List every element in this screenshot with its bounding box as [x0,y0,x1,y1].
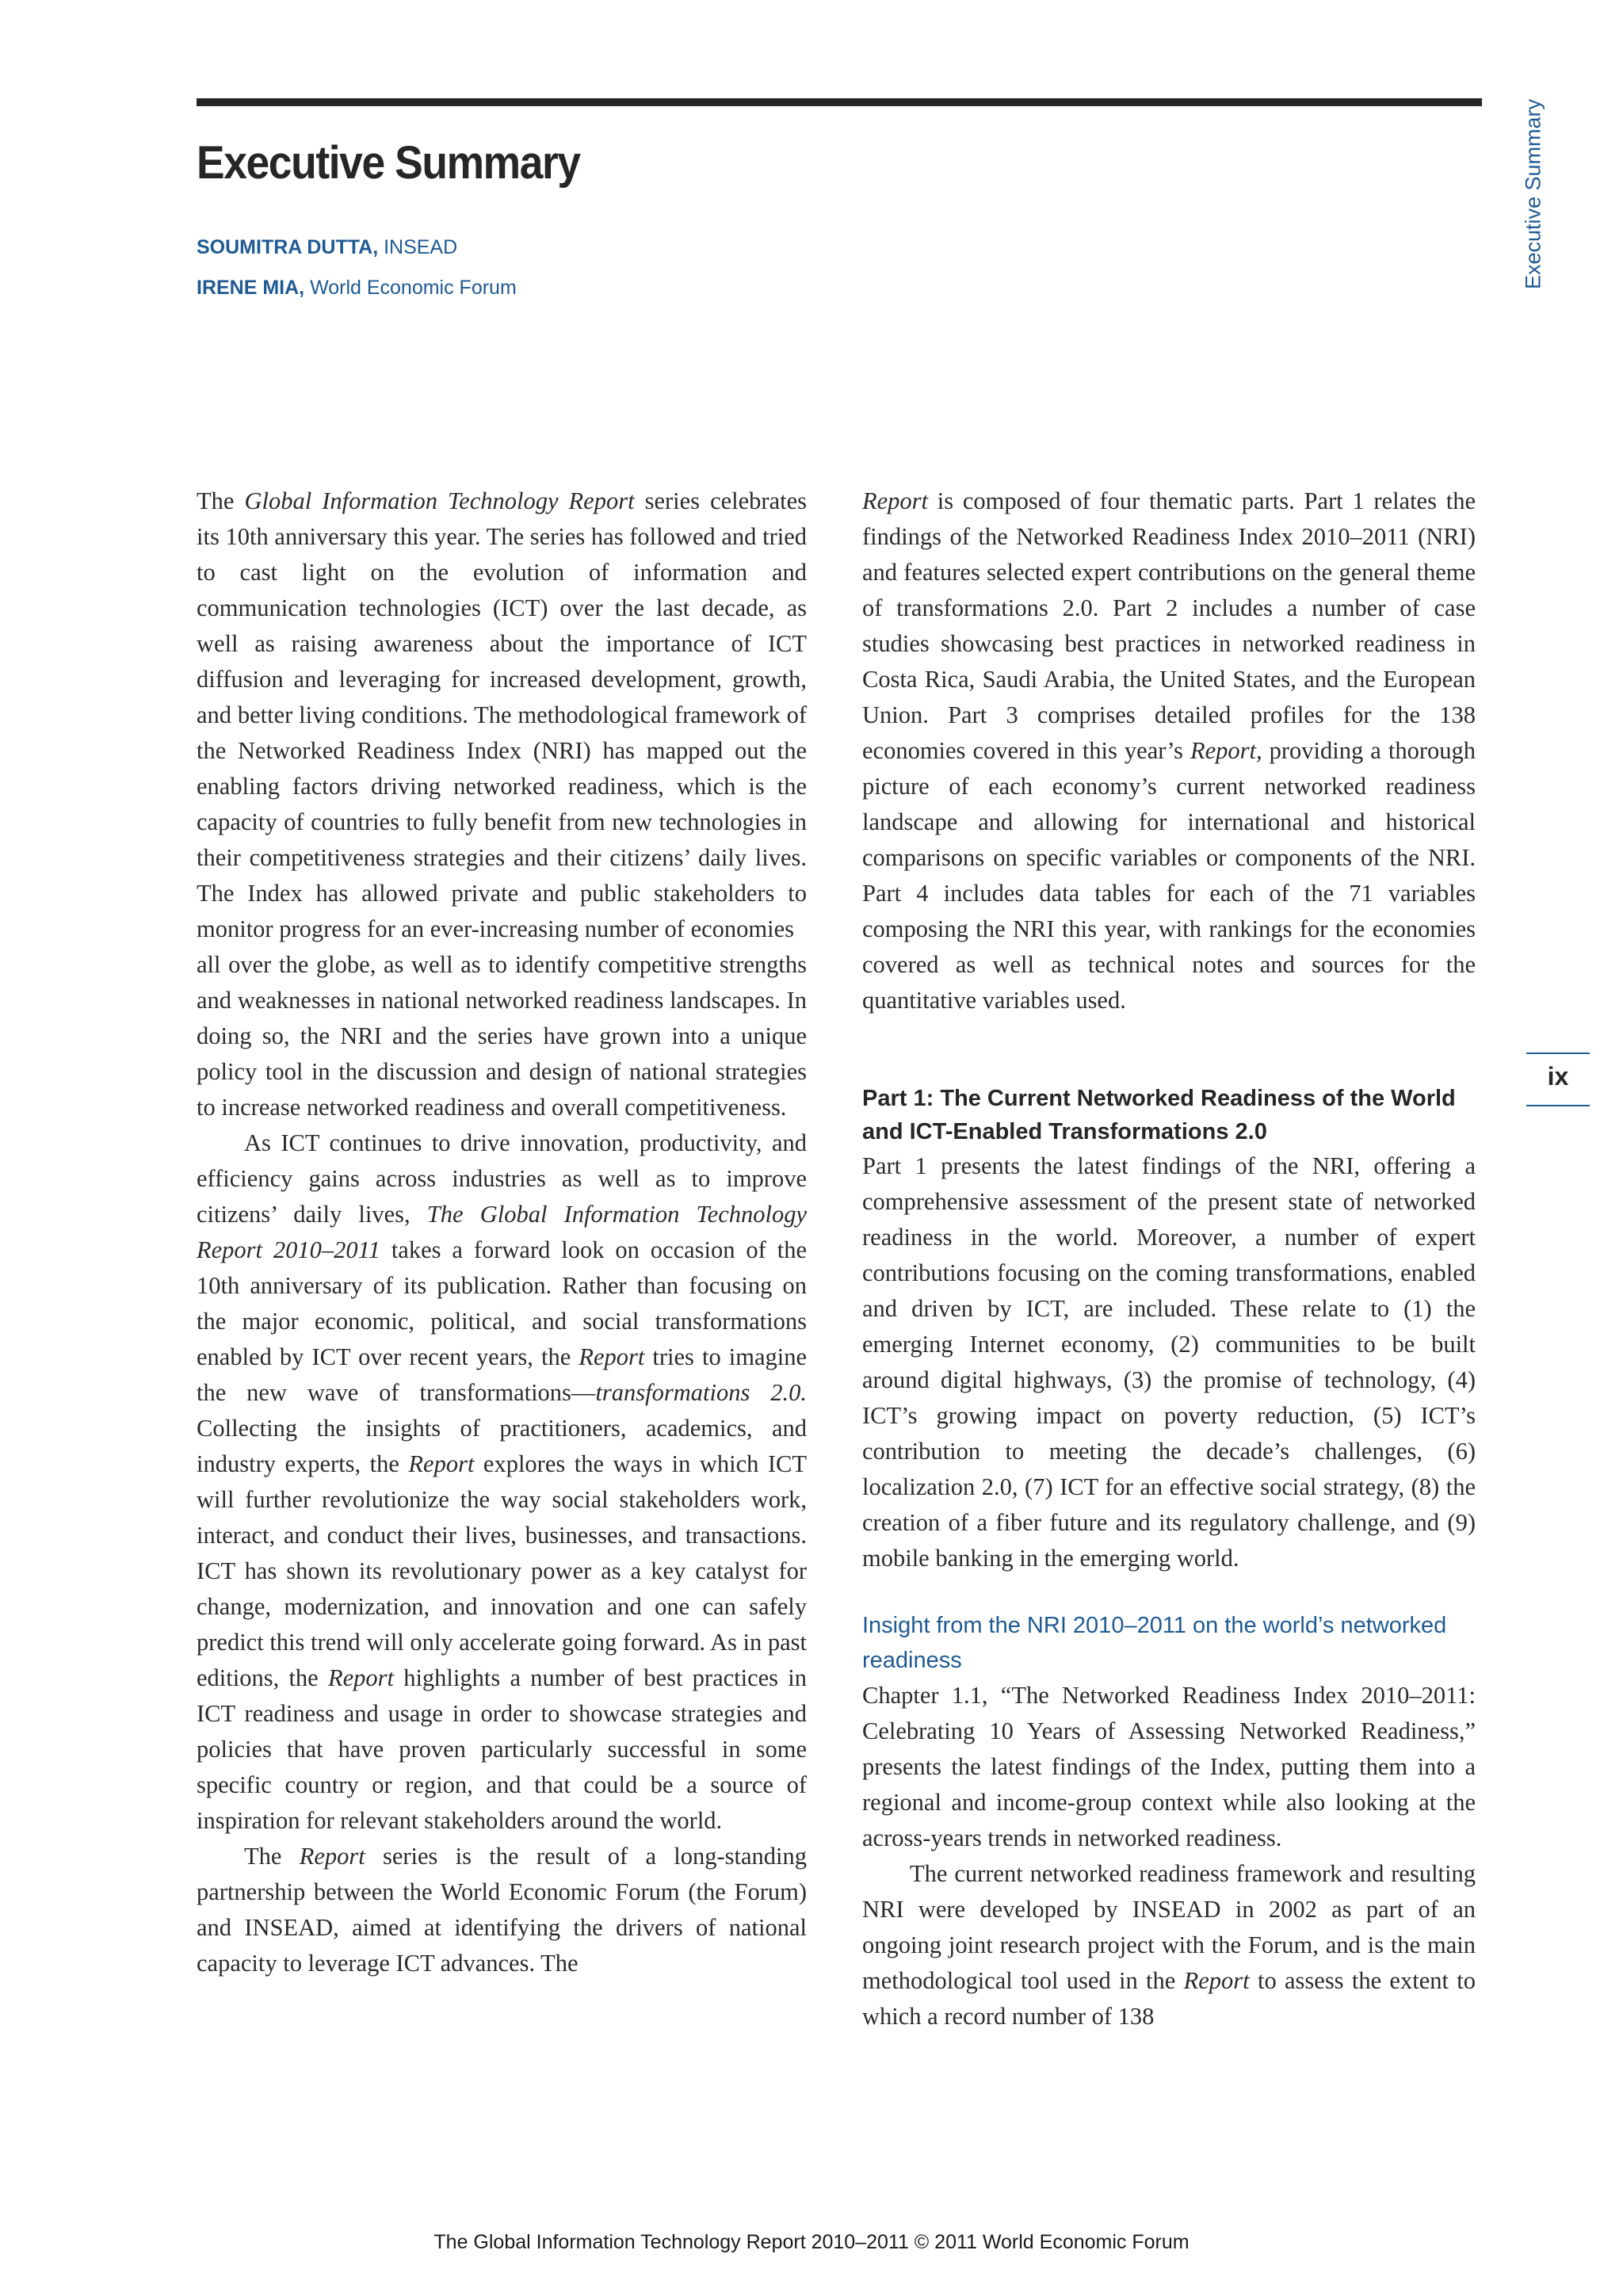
paragraph-structure: Report is composed of four thematic parts. Part 1 relates the findings of the Networked Readiness Index 2010–2011 (NRI) and features selected expert contributions on the general theme of transformations 2.0. Part 2 includes a number of case studies showcasing best practices in networked readiness in Costa Rica, Saudi Arabia, the United States, and the European Union. Part 3 comprises detailed profiles for the 138 economies covered in this year’s Report, providing a thorough picture of each economy’s current networked readiness landscape and allowing for international and historical comparisons on specific variables or components of the NRI. Part 4 includes data tables for each of the 71 variables composing the NRI this year, with rankings for the economies covered as well as technical notes and sources for the quantitative variables used. [862,487,1476,1014]
top-rule [197,98,1482,106]
side-tab-label: Executive Summary [1521,98,1545,290]
paragraph-partnership: The Report series is the result of a long-standing partnership between the World Economic Forum (the Forum) and INSEAD, aimed at identifying the drivers of national capacity to leverage ICT advances. The [197,1843,807,1977]
page-title: Executive Summary [197,137,580,189]
author-line-1 [197,236,457,259]
author-line-2 [197,277,517,300]
section-side-tab [1510,95,1557,293]
page-number-rule-top [1526,1052,1590,1054]
right-column [862,483,1476,2034]
paragraph-framework: The current networked readiness framework and resulting NRI were developed by INSEAD in 2002 as part of an ongoing joint research project with the Forum, and is the main methodological tool used in the Report to assess the extent to which a record number of 138 [862,1860,1476,2030]
subheading-insight: Insight from the NRI 2010–2011 on the world’s networked readiness [862,1613,1447,1673]
paragraph-chapter: Chapter 1.1, “The Networked Readiness Index 2010–2011: Celebrating 10 Years of Assessing Networked Readiness,” presents the latest findings of the Index, putting them into a regional and income-group context while also looking at the across-years trends in networked readiness. [862,1682,1476,1851]
author-affiliation: World Economic Forum [304,277,517,299]
page-number: ix [1547,1062,1569,1091]
left-column [197,483,807,1981]
paragraph-intro: The Global Information Technology Report series celebrates its 10th anniversary this year. The series has followed and tried to cast light on the evolution of information and communication technologies (ICT) over the last decade, as well as raising awareness about the importance of ICT diffusion and leveraging for increased development, growth, and better living conditions. The methodological framework of the Networked Readiness Index (NRI) has mapped out the enabling factors driving networked readiness, which is the capacity of countries to fully benefit from new technologies in their competitiveness strategies and their citizens’ daily lives. The Index has allowed private and public stakeholders to monitor progress for an ever-increasing number of economies [197,487,808,942]
paragraph-ict: As ICT continues to drive innovation, productivity, and efficiency gains across industries as well as to improve citizens’ daily lives, The Global Information Technology Report 2010–2011 takes a forward look on occasion of the 10th anniversary of its publication. Rather than focusing on the major economic, political, and social transformations enabled by ICT over recent years, the Report tries to imagine the new wave of transformations—transformations 2.0. Collecting the insights of practitioners, academics, and industry experts, the Report explores the ways in which ICT will further revolutionize the way social stakeholders work, interact, and conduct their lives, businesses, and transactions. ICT has shown its revolutionary power as a key catalyst for change, modernization, and innovation and one can safely predict this trend will only accelerate going forward. As in past editions, the Report highlights a number of best practices in ICT readiness and usage in order to showcase strategies and policies that have proven particularly successful in some specific country or region, and that could be a source of inspiration for relevant stakeholders around the world. [197,1129,808,1834]
author-name: SOUMITRA DUTTA, [197,236,379,258]
footer-copyright: The Global Information Technology Report 2010–2011 © 2011 World Economic Forum [433,2231,1190,2253]
author-affiliation: INSEAD [378,236,458,258]
paragraph-part1: Part 1 presents the latest findings of the NRI, offering a comprehensive assessment of the present state of networked readiness in the world. Moreover, a number of expert contributions focusing on the coming transformations, enabled and driven by ICT, are included. These relate to (1) the emerging Internet economy, (2) communities to be built around digital highways, (3) the promise of technology, (4) ICT’s growing impact on poverty reduction, (5) ICT’s contribution to meeting the decade’s challenges, (6) localization 2.0, (7) ICT for an effective social strategy, (8) the creation of a fiber future and its regulatory challenge, and (9) mobile banking in the emerging world. [862,1152,1476,1572]
paragraph-intro-cont: all over the globe, as well as to identify competitive strengths and weaknesses in national networked readiness landscapes. In doing so, the NRI and the series have grown into a unique policy tool in the discussion and design of national strategies to increase networked readiness and overall competitiveness. [197,951,807,1121]
author-name: IRENE MIA, [197,277,305,299]
section-heading-part1: Part 1: The Current Networked Readiness of the World and ICT-Enabled Transformations 2.0 [862,1086,1456,1144]
page-number-rule-bottom [1526,1105,1590,1106]
